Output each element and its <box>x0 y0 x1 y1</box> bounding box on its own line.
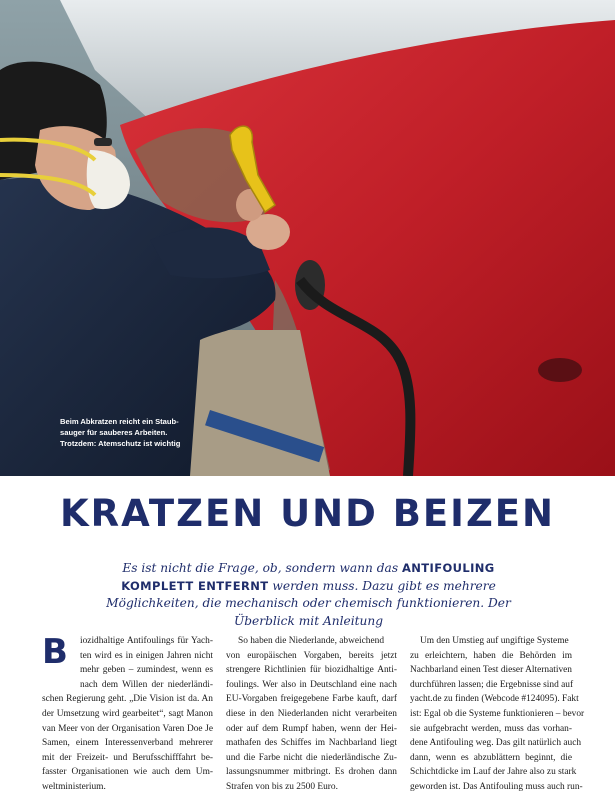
text-line: Strafen von bis zu 2500 Euro. <box>226 781 338 792</box>
text-line: lassungsnummer mitbringt. Es drohen dann <box>226 767 397 778</box>
intro-highlight: ANTIFOULING KOMPLETT ENTFERNT <box>121 561 495 593</box>
drop-cap: B <box>42 632 68 672</box>
text-line: Um den Umstieg auf ungiftige Systeme <box>420 636 569 646</box>
text-line: weltministerium. <box>42 781 106 792</box>
text-line: Schichtdicke im Lauf der Jahre also zu stark <box>410 767 577 778</box>
text-line: zu erleichtern, haben die Behörden im <box>410 650 572 661</box>
article-column-3 <box>410 634 585 795</box>
photo-caption <box>60 416 190 449</box>
text-line: diese in den Niederlanden nicht verarbeiten <box>226 708 397 719</box>
text-line: der Umsetzung wird gearbeitet“, sagt Manon <box>42 708 213 719</box>
intro-text-1: Es ist nicht die Frage, ob, sondern wann das <box>122 561 402 575</box>
text-line: ten wird es in einigen Jahren nicht <box>80 650 213 661</box>
text-line: dene Antifouling weg. Das gilt natürlich auch <box>410 738 582 749</box>
text-line: geworden ist. Das Antifouling muss auch run- <box>410 781 583 792</box>
text-line: dann, wenn es abzublättern beginnt, die <box>410 752 572 763</box>
text-line: So haben die Niederlande, abweichend <box>238 636 385 646</box>
text-line: oder auf dem Rumpf haben, wenn der Hei- <box>226 723 397 734</box>
text-line: yacht.de zu finden (Webcode #124095). Fakt <box>410 694 579 705</box>
text-line: durchführen lassen; die Ergebnisse sind auf <box>410 679 574 690</box>
article-intro <box>96 560 521 630</box>
article-column-1 <box>42 634 213 795</box>
intro-text-2: werden muss. Dazu gibt es mehrere Möglichkeiten, die mechanisch oder chemisch funktionieren. Der Überblick mit Anleitung <box>106 578 511 628</box>
article-headline: KRATZEN UND BEIZEN <box>59 492 556 535</box>
text-line: von europäischen Vorgaben, bereits jetzt <box>226 650 397 661</box>
text-line: fasster Organisationen wie auch dem Um- <box>42 767 213 778</box>
text-line: schen Regierung geht. „Die Vision ist da. An <box>42 694 213 705</box>
caption-line: Trotzdem: Atemschutz ist wichtig <box>60 439 181 448</box>
text-line: mit der Freizeit- und Berufsschifffahrt be- <box>42 752 213 763</box>
text-line: mathafen des Schiffes im Nachbarland liegt <box>226 738 397 749</box>
text-line: sie aufgebracht werden, muss das vorhan- <box>410 723 572 734</box>
text-line: iozidhaltige Antifoulings für Yach- <box>80 636 213 646</box>
text-line: und die Farbe nicht die niederländische Zu- <box>226 752 397 763</box>
text-line: strengere Richtlinien für biozidhaltige Anti- <box>226 665 397 676</box>
text-line: Samen, einem Interessenverband mehrerer <box>42 738 213 749</box>
caption-line: Beim Abkratzen reicht ein Staub- <box>60 417 179 426</box>
text-line: van Meer von der Organisation Varen Doe Je <box>42 723 213 734</box>
text-line: EU-Vorgaben freigegebene Farbe kauft, darf <box>226 694 397 705</box>
text-line: Nachbarland einen Test dieser Alternativen <box>410 665 572 676</box>
caption-line: sauger für sauberes Arbeiten. <box>60 428 168 437</box>
text-line: foulings. Wer also in Deutschland eine nach <box>226 679 397 690</box>
text-line: ist: Egal ob die Systeme funktionieren – bevor <box>410 708 585 719</box>
text-line: mehr geben – zumindest, wenn es <box>80 665 213 676</box>
text-line: nach dem Willen der niederländi- <box>80 679 213 690</box>
article-column-2 <box>226 634 397 795</box>
